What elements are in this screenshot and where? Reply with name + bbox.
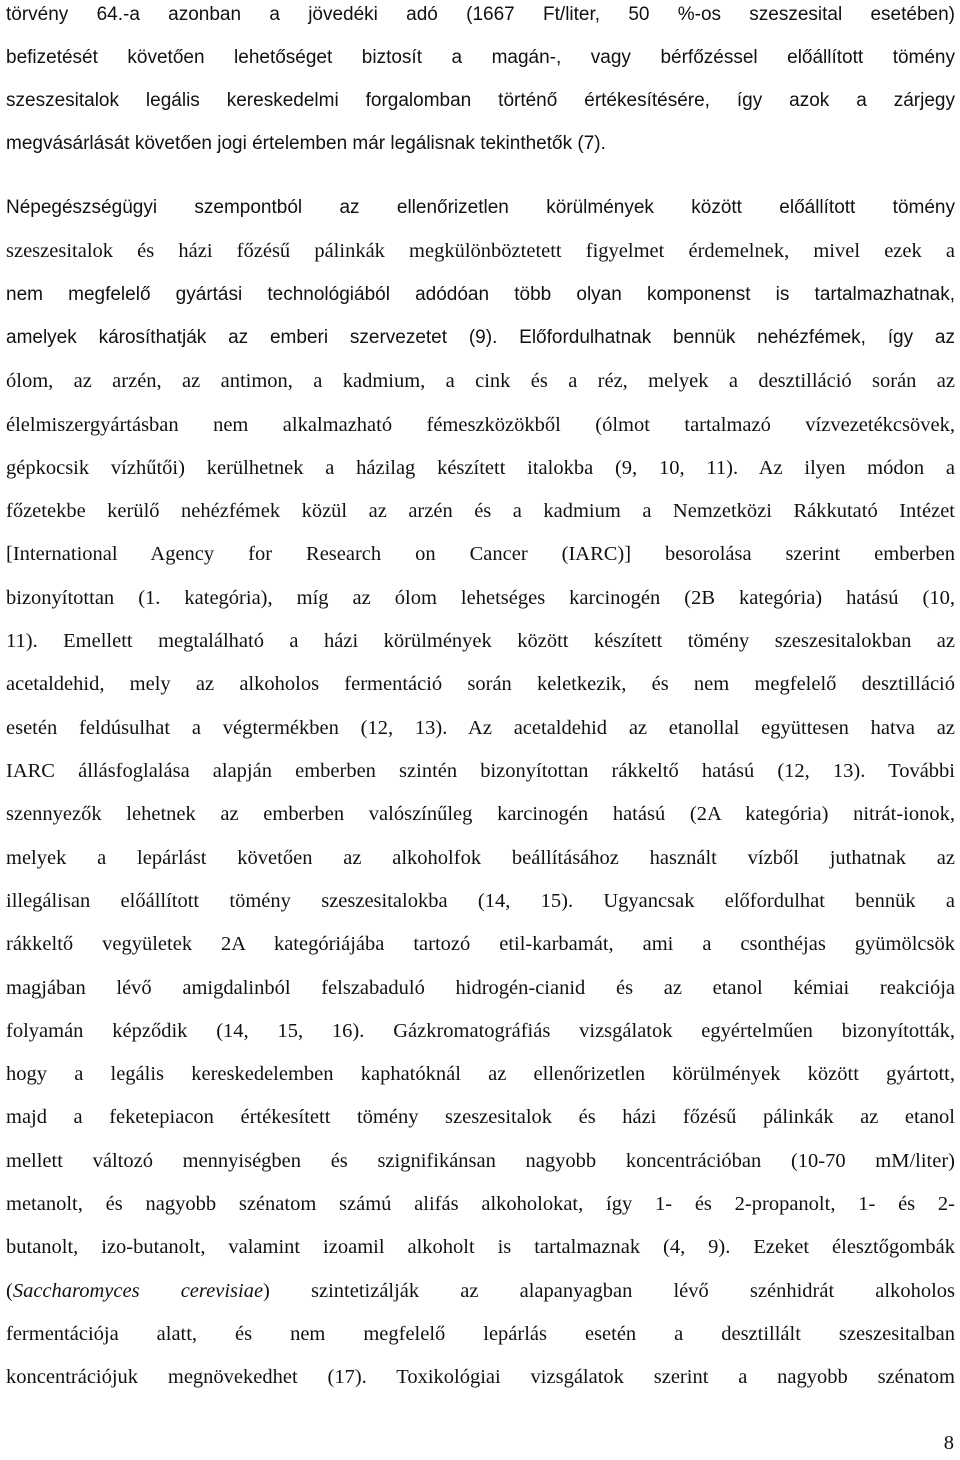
paragraph2-line-21: hogy a legális kereskedelemben kaphatóknál az ellenőrizetlen körülmények között gyártott, bbox=[6, 1063, 955, 1085]
paragraph2-line-10: bizonyítottan (1. kategória), míg az ólom lehetséges karcinogén (2B kategória) hatású (10, bbox=[6, 587, 955, 609]
paragraph2-line-2: szeszesitalok és házi főzésű pálinkák megkülönböztetett figyelmet érdemelnek, mivel ezek a bbox=[6, 240, 955, 262]
paragraph2-line-4: amelyek károsíthatják az emberi szervezetet (9). Előfordulhatnak bennük nehézfémek, így az bbox=[6, 327, 955, 348]
paragraph2-line-8: főzetekbe kerülő nehézfémek közül az arzén és a kadmium a Nemzetközi Rákkutató Intézet bbox=[6, 500, 955, 522]
paragraph2-line-13: esetén feldúsulhat a végtermékben (12, 13). Az acetaldehid az etanollal együttesen hatva az bbox=[6, 717, 955, 739]
paragraph2-line-27: fermentációja alatt, és nem megfelelő lepárlás esetén a desztillált szeszesitalban bbox=[6, 1323, 955, 1345]
paragraph2-line-23: mellett változó mennyiségben és szignifikánsan nagyobb koncentrációban (10-70 mM/liter) bbox=[6, 1150, 955, 1172]
species-line-rest: ) szintetizálják az alapanyagban lévő szénhidrát alkoholos bbox=[263, 1280, 955, 1302]
paragraph2-line-28: koncentrációjuk megnövekedhet (17). Toxikológiai vizsgálatok szerint a nagyobb szénatom bbox=[6, 1366, 955, 1388]
paragraph2-line-19: magjában lévő amigdalinból felszabaduló hidrogén-cianid és az etanol kémiai reakciója bbox=[6, 977, 955, 999]
paragraph2-line-11: 11). Emellett megtalálható a házi körülmények között készített tömény szeszesitalokban az bbox=[6, 630, 955, 652]
paragraph2-line-15: szennyezők lehetnek az emberben valószínűleg karcinogén hatású (2A kategória) nitrát-ionok, bbox=[6, 803, 955, 825]
paragraph2-line-3: nem megfelelő gyártási technológiából adódóan több olyan komponenst is tartalmazhatnak, bbox=[6, 284, 955, 305]
paragraph2-line-6: élelmiszergyártásban nem alkalmazható fémeszközökből (ólmot tartalmazó vízvezetékcsövek, bbox=[6, 414, 955, 436]
paragraph2-line-24: metanolt, és nagyobb szénatom számú alifás alkoholokat, így 1- és 2-propanolt, 1- és 2- bbox=[6, 1193, 955, 1215]
paragraph1-line-3: szeszesitalok legális kereskedelmi forgalomban történő értékesítésére, így azok a zárjegy bbox=[6, 90, 955, 111]
paragraph2-line-5: ólom, az arzén, az antimon, a kadmium, a cink és a réz, melyek a desztilláció során az bbox=[6, 370, 955, 392]
paragraph2-line-14: IARC állásfoglalása alapján emberben szintén bizonyítottan rákkeltő hatású (12, 13). További bbox=[6, 760, 955, 782]
species-name: Saccharomyces cerevisiae bbox=[12, 1280, 264, 1302]
paragraph2-line-25: butanolt, izo-butanolt, valamint izoamil alkoholt is tartalmaznak (4, 9). Ezeket élesztőgombák bbox=[6, 1236, 955, 1258]
paragraph2-line-9: [International Agency for Research on Cancer (IARC)] besorolása szerint emberben bbox=[6, 543, 955, 565]
page-number: 8 bbox=[943, 1432, 954, 1454]
paragraph1-line-2: befizetését követően lehetőséget biztosít a magán-, vagy bérfőzéssel előállított tömény bbox=[6, 47, 955, 68]
paragraph2-line-20: folyamán képződik (14, 15, 16). Gázkromatográfiás vizsgálatok egyértelműen bizonyították, bbox=[6, 1020, 955, 1042]
paragraph2-line-16: melyek a lepárlást követően az alkoholfok beállításához használt vízből juthatnak az bbox=[6, 847, 955, 869]
paragraph1-line-4: megvásárlását követően jogi értelemben már legálisnak tekinthetők (7). bbox=[6, 133, 606, 154]
paragraph2-line-26 bbox=[6, 1278, 955, 1304]
species-open-paren: ( bbox=[6, 1280, 13, 1302]
paragraph1-line-1: törvény 64.-a azonban a jövedéki adó (1667 Ft/liter, 50 %-os szeszesital esetében) bbox=[6, 4, 955, 25]
paragraph2-line-18: rákkeltő vegyületek 2A kategóriájába tartozó etil-karbamát, ami a csonthéjas gyümölcsök bbox=[6, 933, 955, 955]
paragraph2-line-17: illegálisan előállított tömény szeszesitalokba (14, 15). Ugyancsak előfordulhat bennük a bbox=[6, 890, 955, 912]
paragraph2-line-7: gépkocsik vízhűtői) kerülhetnek a házilag készített italokba (9, 10, 11). Az ilyen módon a bbox=[6, 457, 955, 479]
paragraph2-line-1: Népegészségügyi szempontból az ellenőrizetlen körülmények között előállított tömény bbox=[6, 197, 955, 218]
paragraph2-line-12: acetaldehid, mely az alkoholos fermentáció során keletkezik, és nem megfelelő desztilláció bbox=[6, 673, 955, 695]
paragraph2-line-22: majd a feketepiacon értékesített tömény szeszesitalok és házi főzésű pálinkák az etanol bbox=[6, 1106, 955, 1128]
